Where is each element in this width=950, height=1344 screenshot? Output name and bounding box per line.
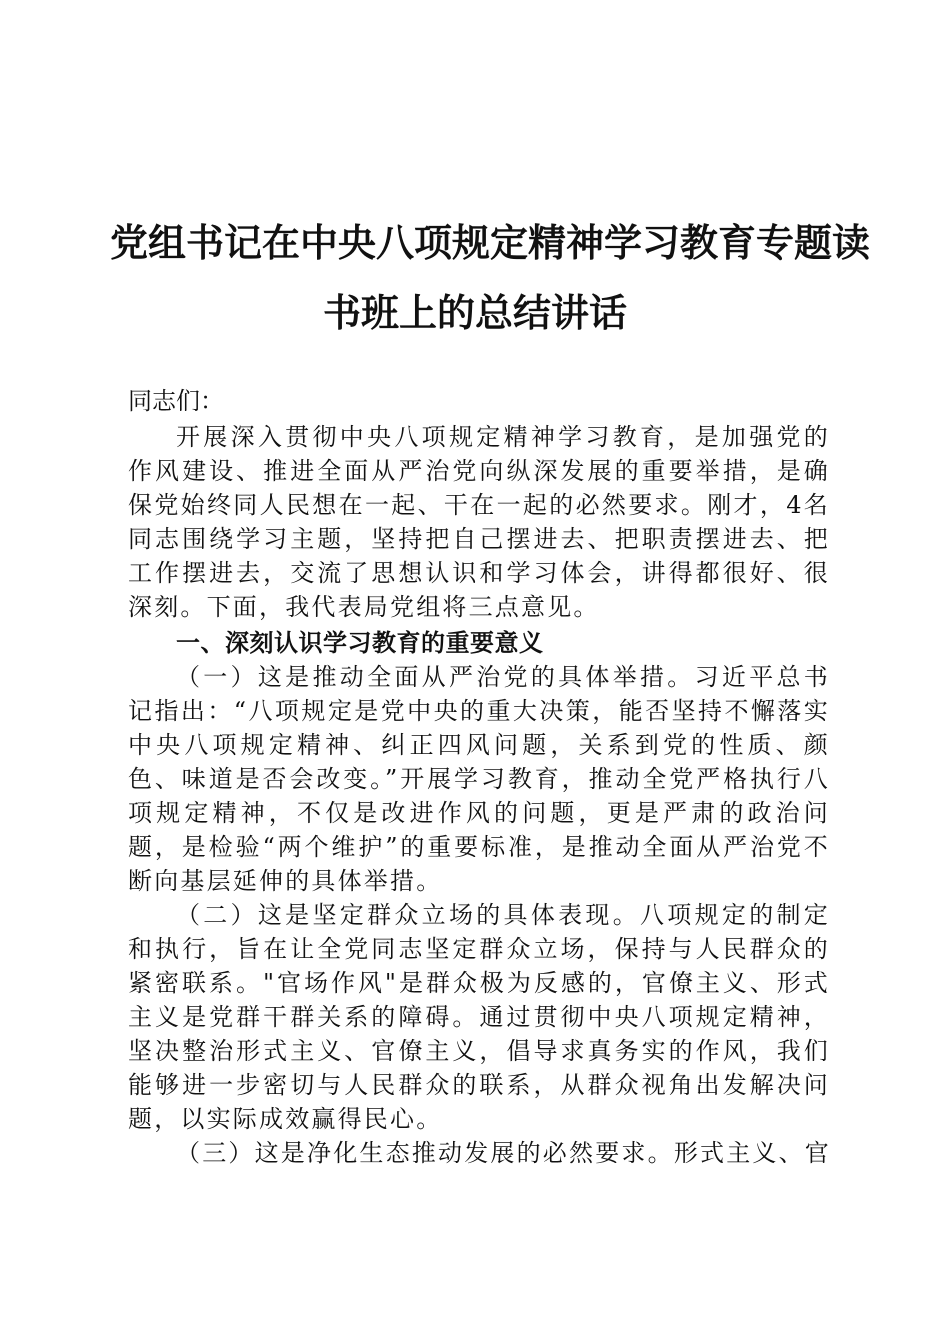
point-2-body: 八项规定的制定和执行，旨在让全党同志坚定群众立场，保持与人民群众的紧密联系。"官场作风"是群众极为反感的，官僚主义、形式主义是党群干群关系的障碍。通过贯彻中央八项规定精神，坚决整治形式主义、官僚主义，倡导求真务实的作风，我们能够进一步密切与人民群众的联系，从群众视角出发解决问题，以实际成效赢得民心。 [128,901,830,1133]
point-1-body: 习近平总书记指出：“八项规定是党中央的重大决策，能否坚持不懈落实中央八项规定精神、纠正四风问题，关系到党的性质、颜色、味道是否会改变。”开展学习教育，推动全党严格执行八项规定精神，不仅是改进作风的问题，更是严肃的政治问题，是检验“两个维护”的重要标准，是推动全面从严治党不断向基层延伸的具体举措。 [128,663,830,895]
document-title-line-1: 党组书记在中央八项规定精神学习教育专题读 [110,220,871,265]
point-3-body: 形式主义、官 [673,1139,832,1167]
point-3-paragraph [128,1136,830,1170]
point-2-lead: （二）这是坚定群众立场的具体表现。 [176,901,641,929]
point-1-paragraph [128,660,830,898]
point-2-paragraph [128,898,830,1136]
section-heading-1: 一、深刻认识学习教育的重要意义 [176,629,544,657]
point-3-lead: （三）这是净化生态推动发展的必然要求。 [176,1139,674,1167]
point-1-lead: （一）这是推动全面从严治党的具体举措。 [176,663,695,691]
salutation: 同志们： [128,387,224,415]
document-title-line-2: 书班上的总结讲话 [322,290,627,335]
intro-paragraph: 开展深入贯彻中央八项规定精神学习教育，是加强党的作风建设、推进全面从严治党向纵深发展的重要举措，是确保党始终同人民想在一起、干在一起的必然要求。刚才，4名同志围绕学习主题，坚持把自己摆进去、把职责摆进去、把工作摆进去，交流了思想认识和学习体会，讲得都很好、很深刻。下面，我代表局党组将三点意见。 [128,423,830,621]
